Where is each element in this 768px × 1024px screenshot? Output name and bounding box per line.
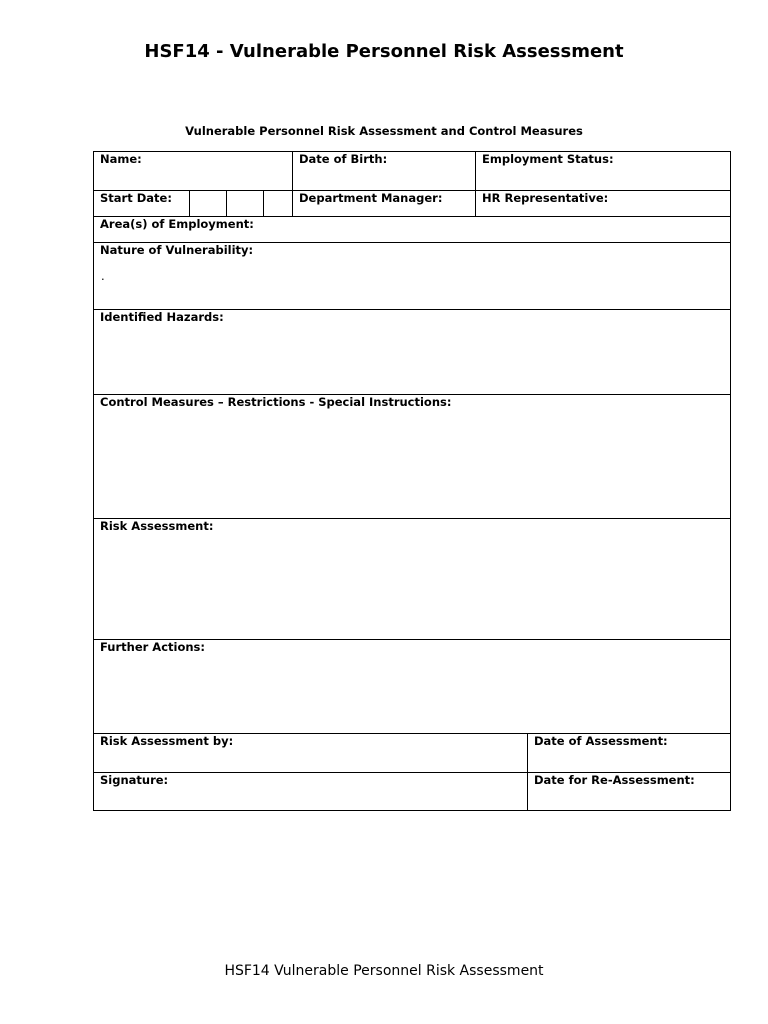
reassessment-date-label: Date for Re-Assessment: xyxy=(534,773,695,787)
start-date-day-box[interactable] xyxy=(190,191,227,217)
assessed-by-field[interactable] xyxy=(94,734,528,773)
nature-of-vulnerability-field[interactable] xyxy=(94,243,730,310)
control-measures-field[interactable] xyxy=(94,395,730,519)
further-actions-label: Further Actions: xyxy=(100,640,205,654)
date-of-assessment-field[interactable] xyxy=(528,734,730,773)
nature-of-vulnerability-label: Nature of Vulnerability: xyxy=(100,243,254,257)
start-date-field xyxy=(94,191,190,217)
risk-assessment-label: Risk Assessment: xyxy=(100,519,214,533)
risk-assessment-form xyxy=(93,151,731,811)
areas-of-employment-field[interactable] xyxy=(94,217,730,243)
date-of-birth-label: Date of Birth: xyxy=(299,152,388,166)
signature-label: Signature: xyxy=(100,773,169,787)
form-subtitle: Vulnerable Personnel Risk Assessment and Control Measures xyxy=(185,124,583,138)
start-date-year-box[interactable] xyxy=(264,191,293,217)
page-footer: HSF14 Vulnerable Personnel Risk Assessment xyxy=(224,963,544,979)
reassessment-date-field[interactable] xyxy=(528,773,730,810)
department-manager-label: Department Manager: xyxy=(299,191,443,205)
start-date-label: Start Date: xyxy=(100,191,172,205)
further-actions-field[interactable] xyxy=(94,640,730,734)
document-title: HSF14 - Vulnerable Personnel Risk Assessment xyxy=(144,41,624,62)
department-manager-field[interactable] xyxy=(293,191,476,217)
name-label: Name: xyxy=(100,152,142,166)
signature-field[interactable] xyxy=(94,773,528,810)
hr-representative-field[interactable] xyxy=(476,191,730,217)
areas-of-employment-label: Area(s) of Employment: xyxy=(100,217,254,231)
employment-status-label: Employment Status: xyxy=(482,152,614,166)
assessed-by-label: Risk Assessment by: xyxy=(100,734,234,748)
date-of-birth-field[interactable] xyxy=(293,152,476,191)
hr-representative-label: HR Representative: xyxy=(482,191,609,205)
risk-assessment-field[interactable] xyxy=(94,519,730,640)
identified-hazards-label: Identified Hazards: xyxy=(100,310,224,324)
identified-hazards-field[interactable] xyxy=(94,310,730,395)
nature-of-vulnerability-value: . xyxy=(101,269,105,283)
name-field[interactable] xyxy=(94,152,293,191)
employment-status-field[interactable] xyxy=(476,152,730,191)
start-date-month-box[interactable] xyxy=(227,191,264,217)
control-measures-label: Control Measures – Restrictions - Special Instructions: xyxy=(100,395,452,409)
date-of-assessment-label: Date of Assessment: xyxy=(534,734,668,748)
